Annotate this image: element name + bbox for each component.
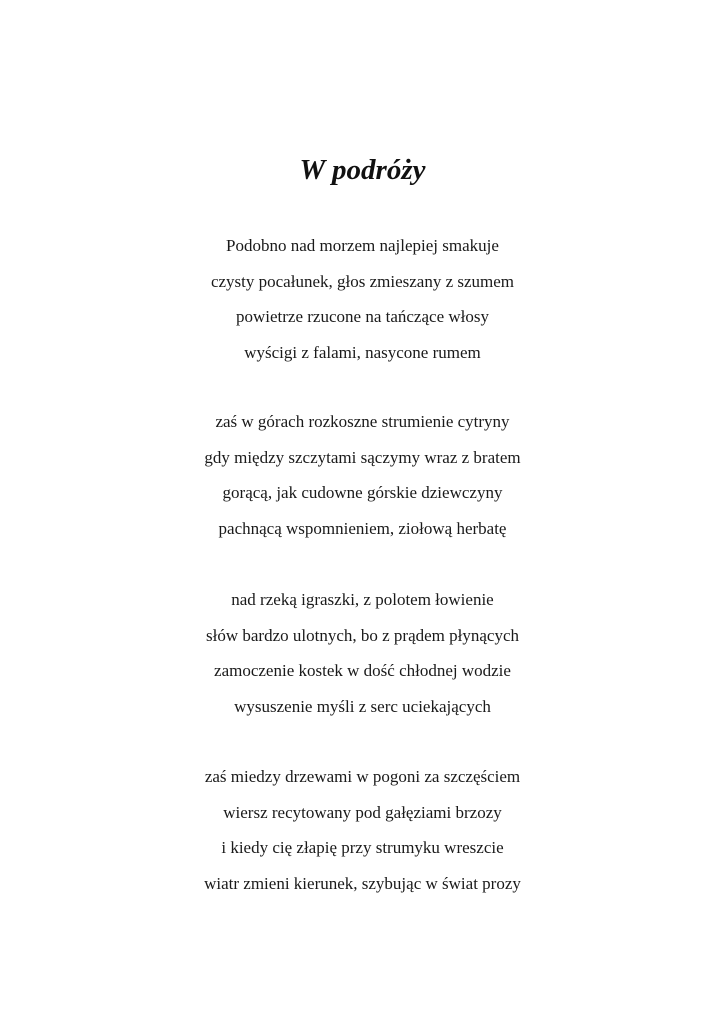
poem-line: zaś miedzy drzewami w pogoni za szczęściem [204,767,521,786]
poem-line: gorącą, jak cudowne górskie dziewczyny [222,483,503,502]
stanza [0,582,725,724]
stanza [0,759,725,901]
poem-line: zamoczenie kostek w dość chłodnej wodzie [214,661,511,680]
poem-line: słów bardzo ulotnych, bo z prądem płynących [206,625,519,645]
poem-line: gdy między szczytami sączymy wraz z bratem [204,447,521,467]
poem-line: i kiedy cię złapię przy strumyku wreszcie [221,838,504,857]
poem-line: wyścigi z falami, nasycone rumem [244,342,481,362]
poem-title: W podróży [299,154,426,186]
poem-line: nad rzeką igraszki, z polotem łowienie [231,590,494,609]
stanza [0,228,725,370]
poem-line: zaś w górach rozkoszne strumienie cytryny [215,412,510,431]
poem-line: wiersz recytowany pod gałęziami brzozy [223,802,502,822]
poem-line: czysty pocałunek, głos zmieszany z szumem [210,271,515,291]
poem-line: powietrze rzucone na tańczące włosy [236,307,489,326]
poem-line: wiatr zmieni kierunek, szybując w świat prozy [204,873,521,893]
poem-line: wysuszenie myśli z serc uciekających [234,696,491,716]
poem-line: pachnącą wspomnieniem, ziołową herbatę [218,518,507,538]
stanza [0,404,725,546]
poem-line: Podobno nad morzem najlepiej smakuje [226,236,499,255]
